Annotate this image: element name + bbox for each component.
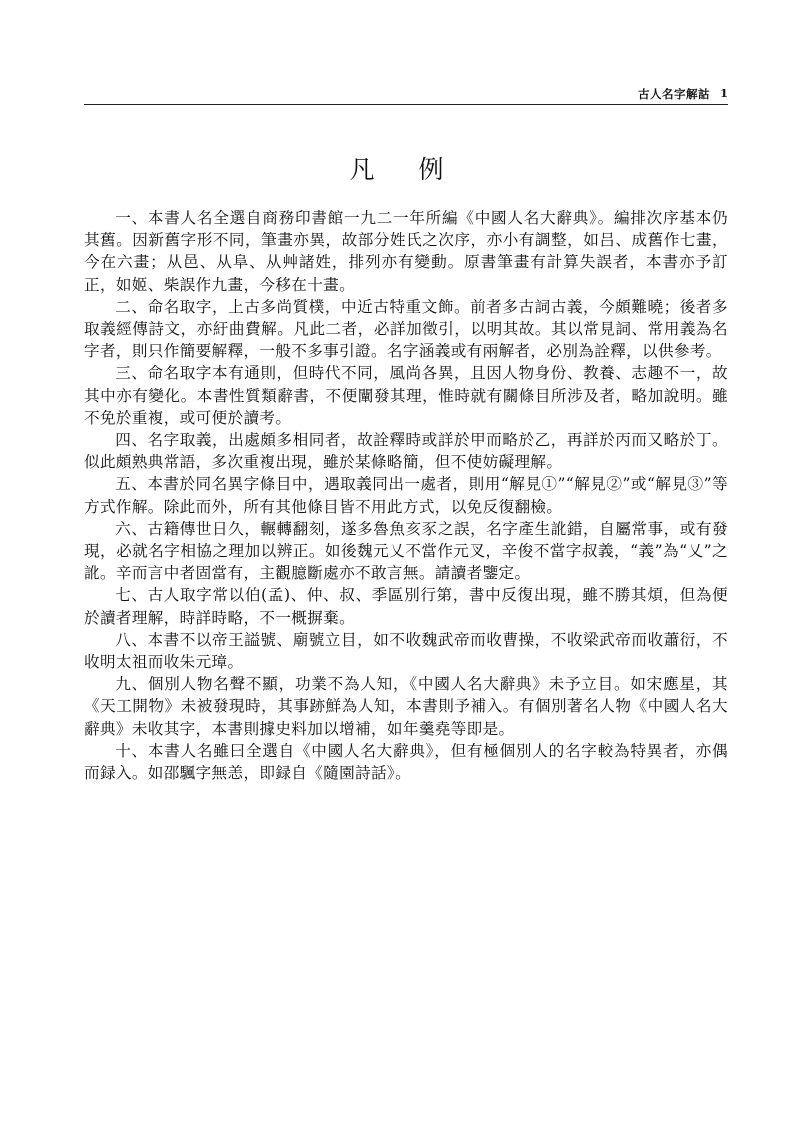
paragraph-5: 五、本書於同名異字條目中，遇取義同出一處者，則用“解見①”“解見②”或“解見③”等方式作解。除此而外，所有其他條目皆不用此方式，以免反復翻檢。 bbox=[84, 475, 728, 516]
paragraph-9: 九、個別人物名聲不顯，功業不為人知，《中國人名大辭典》未予立目。如宋應星，其《天工開物》未被發現時，其事跡鮮為人知，本書則予補入。有個別著名人物《中國人名大辭典》未收其字，本書則據史料加以增補，如年羹堯等即是。 bbox=[84, 675, 728, 738]
page-heading: 凡例 bbox=[349, 155, 488, 184]
paragraph-6: 六、古籍傳世日久，輾轉翻刻，遂多魯魚亥豕之誤，名字產生訛錯，自屬常事，或有發現，必就名字相協之理加以辨正。如後魏元乂不當作元叉，辛俊不當字叔義，“義”為“乂”之訛。辛而言中者固當有，主觀臆斷處亦不敢言無。請讀者鑒定。 bbox=[84, 519, 728, 583]
page-number: 1 bbox=[719, 86, 728, 100]
running-header bbox=[84, 82, 728, 104]
body-text bbox=[84, 207, 728, 784]
paragraph-4: 四、名字取義，出處頗多相同者，故詮釋時或詳於甲而略於乙，再詳於丙而又略於丁。似此頗熟典常語，多次重複出現，雖於某條略簡，但不使妨礙理解。 bbox=[84, 431, 728, 472]
paragraph-1: 一、本書人名全選自商務印書館一九二一年所編《中國人名大辭典》。編排次序基本仍其舊。因新舊字形不同，筆畫亦異，故部分姓氏之次序，亦小有調整，如吕、成舊作七畫，今在六畫；从邑、从阜、从艸諸姓，排列亦有變動。原書筆畫有計算失誤者，本書亦予訂正，如姬、柴誤作九畫，今移在十畫。 bbox=[84, 209, 728, 294]
paragraph-2: 二、命名取字，上古多尚質樸，中近古特重文飾。前者多古詞古義，今頗難曉；後者多取義經傳詩文，亦紆曲費解。凡此二者，必詳加徵引，以明其故。其以常見詞、常用義為名字者，則只作簡要解釋，一般不多事引證。名字涵義或有兩解者，必別為詮釋，以供參考。 bbox=[84, 297, 728, 361]
paragraph-10: 十、本書人名雖曰全選自《中國人名大辭典》，但有極個別人的名字較為特異者，亦偶而録入。如邵颿字無恙，即録自《隨園詩話》。 bbox=[84, 741, 728, 783]
header-rule bbox=[84, 104, 728, 105]
running-header-title: 古人名字解詁 bbox=[638, 87, 710, 101]
paragraph-7: 七、古人取字常以伯(孟)、仲、叔、季區別行第，書中反復出現，雖不勝其煩，但為便於讀者理解，時詳時略，不一概摒棄。 bbox=[84, 586, 728, 627]
paragraph-3: 三、命名取字本有通則，但時代不同，風尚各異，且因人物身份、教養、志趣不一，故其中亦有變化。本書性質類辭書，不便闡發其理，惟時就有關條目所涉及者，略加說明。雖不免於重複，或可便於讀考。 bbox=[84, 364, 728, 427]
paragraph-8: 八、本書不以帝王謚號、廟號立目，如不收魏武帝而收曹操，不收梁武帝而收蕭衍，不收明太祖而收朱元璋。 bbox=[84, 630, 728, 672]
